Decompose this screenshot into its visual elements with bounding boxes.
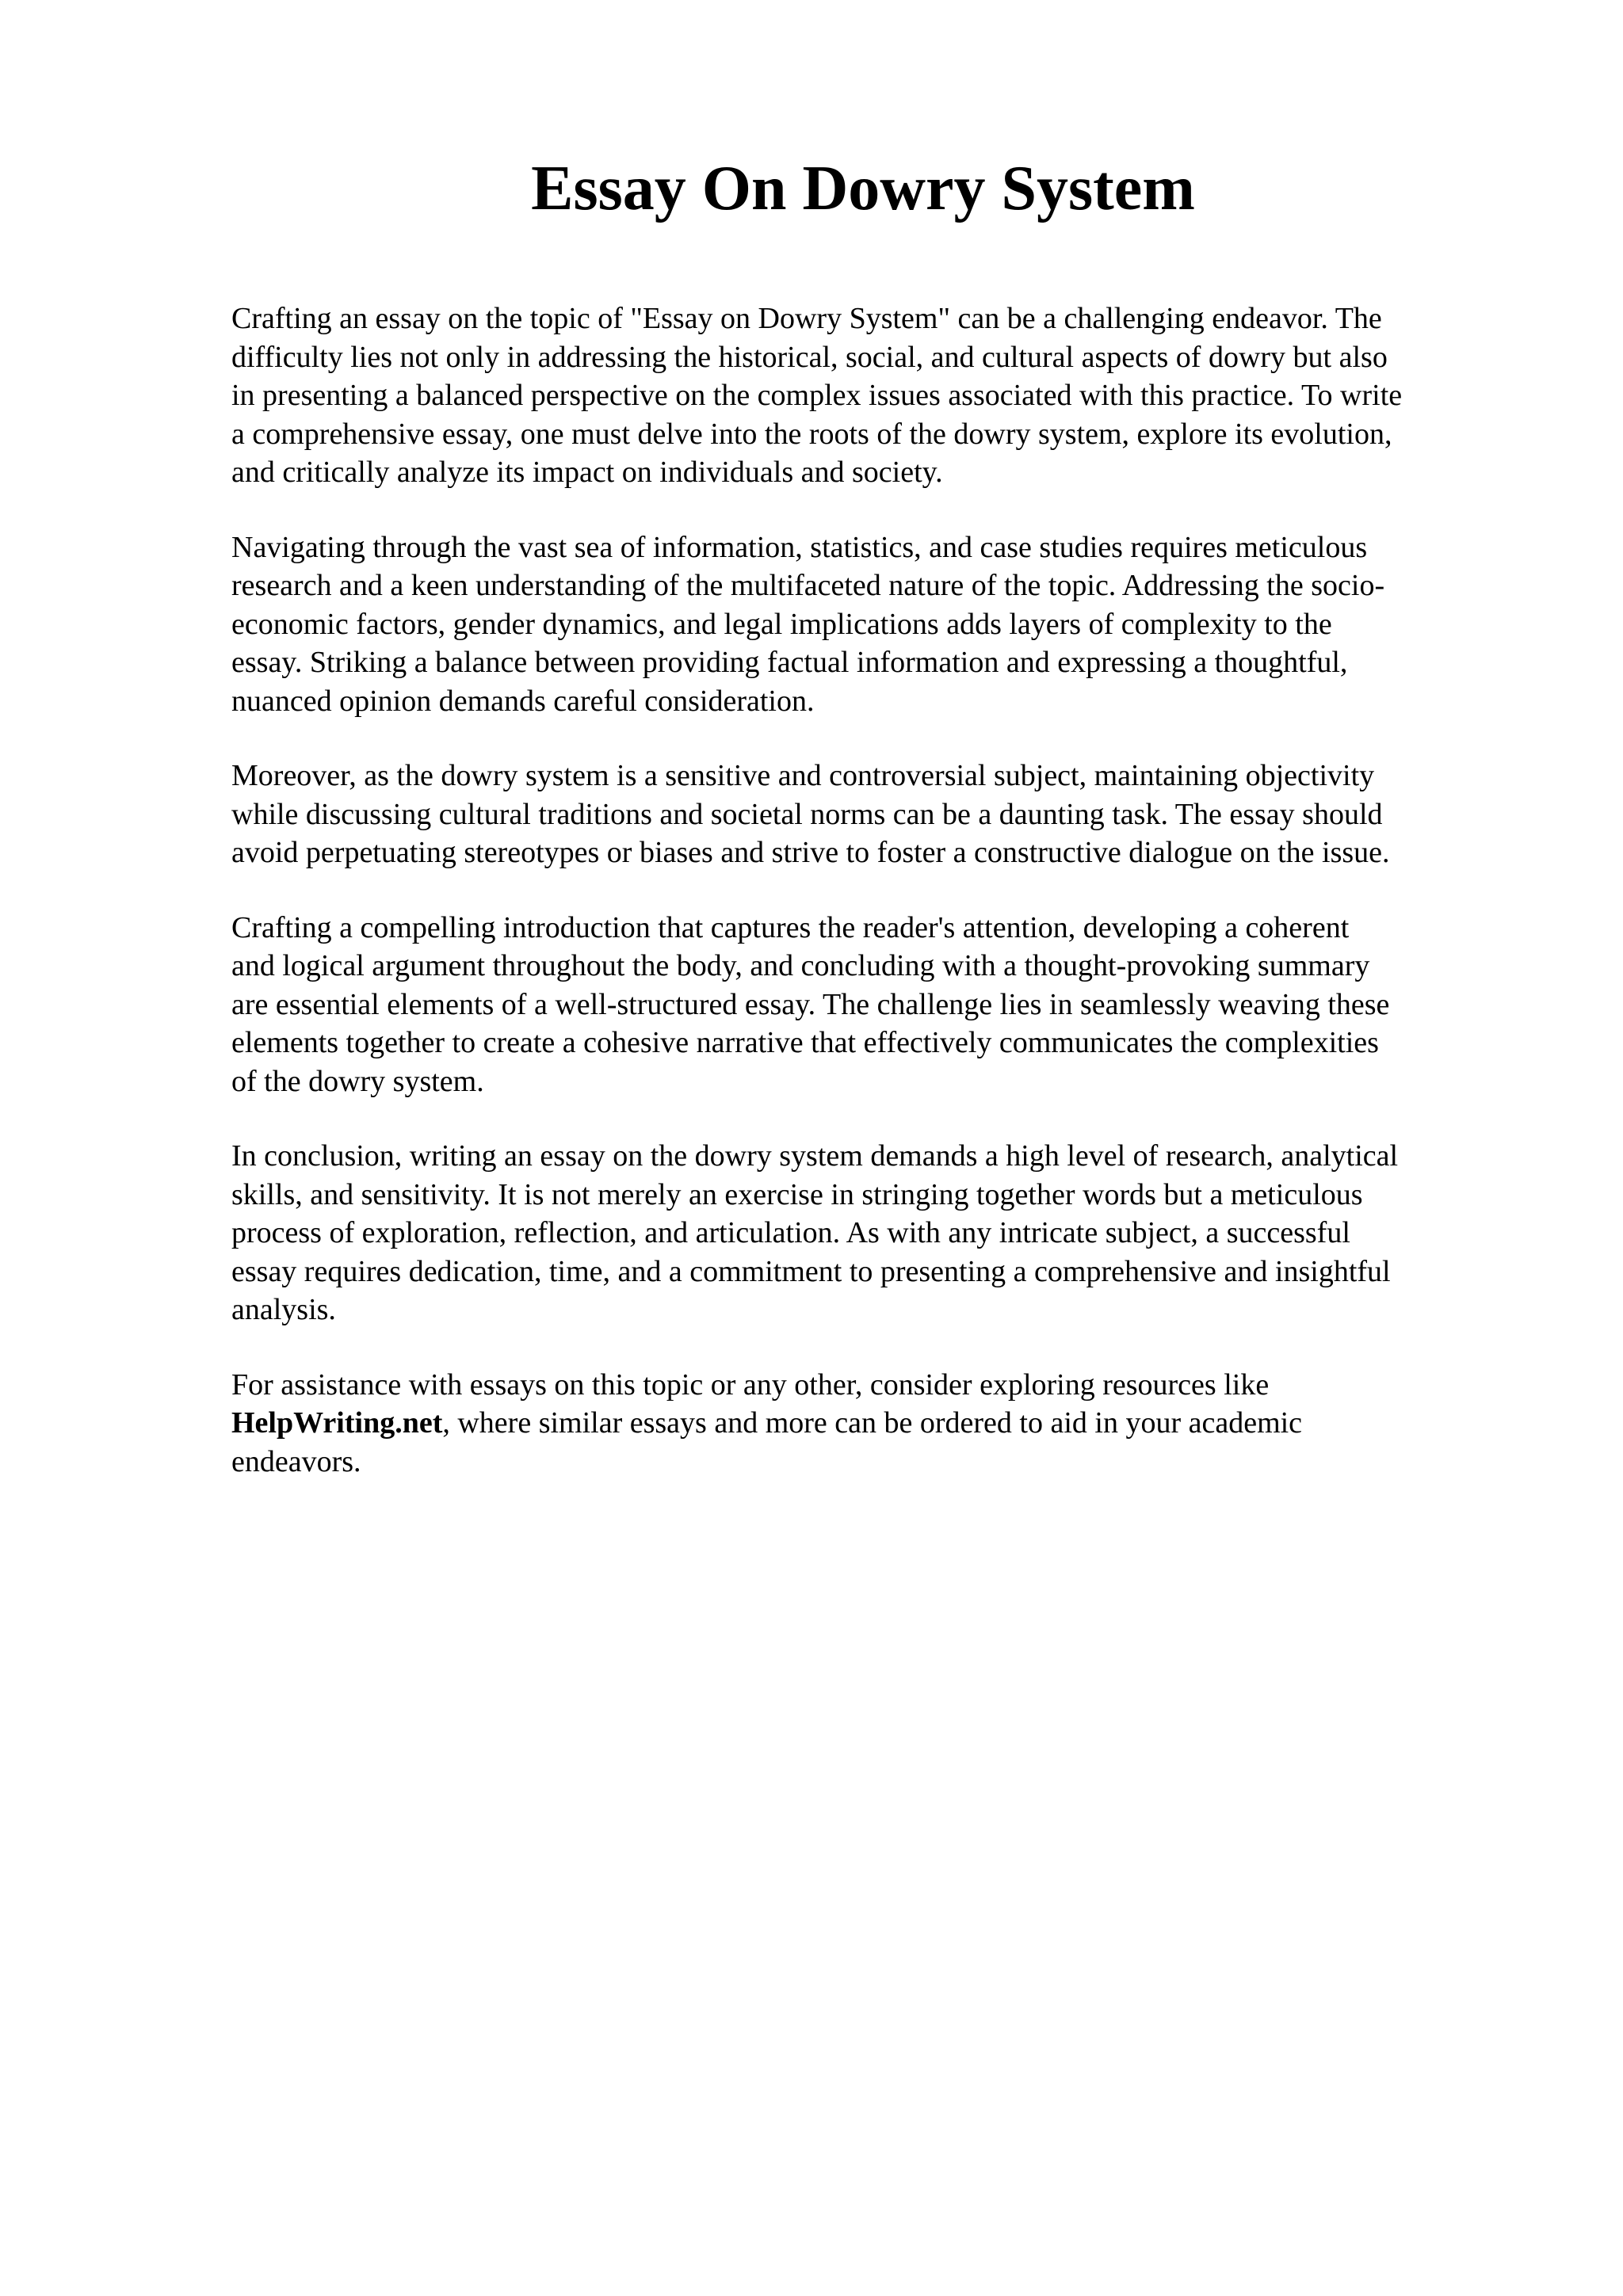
paragraph-line: essay. Striking a balance between providing factual information and expressing a thoughtful,: [231, 646, 1348, 679]
paragraph-line: process of exploration, reflection, and articulation. As with any intricate subject, a successful: [231, 1216, 1350, 1249]
paragraph-line: economic factors, gender dynamics, and legal implications adds layers of complexity to the: [231, 607, 1332, 641]
document-title: Essay On Dowry System: [531, 154, 1195, 223]
paragraph-line: Navigating through the vast sea of information, statistics, and case studies requires meticulous: [231, 530, 1368, 564]
paragraph-line: are essential elements of a well-structured essay. The challenge lies in seamlessly weaving these: [231, 987, 1390, 1021]
paragraph-1: [231, 299, 1515, 492]
paragraph-line: difficulty lies not only in addressing the historical, social, and cultural aspects of dowry but also: [231, 340, 1388, 374]
paragraph-line: and logical argument throughout the body, and concluding with a thought-provoking summary: [231, 949, 1370, 982]
paragraph-line: For assistance with essays on this topic or any other, consider exploring resources like: [231, 1367, 1270, 1402]
paragraph-line: Moreover, as the dowry system is a sensitive and controversial subject, maintaining objectivity: [231, 759, 1375, 792]
paragraph-line: endeavors.: [231, 1444, 361, 1478]
paragraph-line: [231, 1404, 1515, 1443]
paragraph-line: of the dowry system.: [231, 1064, 484, 1098]
document-body: [231, 299, 1515, 1517]
paragraph-line: and critically analyze its impact on individuals and society.: [231, 456, 943, 489]
paragraph-line: in presenting a balanced perspective on the complex issues associated with this practice. To write: [231, 379, 1403, 412]
paragraph-5: [231, 1137, 1515, 1329]
paragraph-3: [231, 757, 1515, 872]
paragraph-4: [231, 909, 1515, 1101]
closing-line-rest: , where similar essays and more can be ordered to aid in your academic: [442, 1406, 1303, 1440]
paragraph-2: [231, 528, 1515, 721]
paragraph-line: a comprehensive essay, one must delve into the roots of the dowry system, explore its evolution,: [231, 417, 1392, 451]
paragraph-line: analysis.: [231, 1293, 336, 1326]
paragraph-line: avoid perpetuating stereotypes or biases and strive to foster a constructive dialogue on the issue.: [231, 836, 1390, 869]
paragraph-line: Crafting an essay on the topic of "Essay on Dowry System" can be a challenging endeavor. The: [231, 302, 1382, 335]
closing-paragraph: [231, 1366, 1515, 1482]
paragraph-line: research and a keen understanding of the multifaceted nature of the topic. Addressing the socio-: [231, 569, 1385, 602]
paragraph-line: nuanced opinion demands careful consideration.: [231, 684, 815, 718]
paragraph-line: In conclusion, writing an essay on the dowry system demands a high level of research, analytical: [231, 1139, 1399, 1173]
paragraph-line: essay requires dedication, time, and a commitment to presenting a comprehensive and insightful: [231, 1254, 1391, 1288]
paragraph-line: Crafting a compelling introduction that captures the reader's attention, developing a coherent: [231, 910, 1350, 944]
helpwriting-link[interactable]: HelpWriting.net: [231, 1406, 443, 1440]
paragraph-line: elements together to create a cohesive narrative that effectively communicates the complexities: [231, 1026, 1379, 1059]
paragraph-line: while discussing cultural traditions and societal norms can be a daunting task. The essay should: [231, 797, 1383, 831]
paragraph-line: skills, and sensitivity. It is not merely an exercise in stringing together words but a meticulous: [231, 1177, 1363, 1211]
